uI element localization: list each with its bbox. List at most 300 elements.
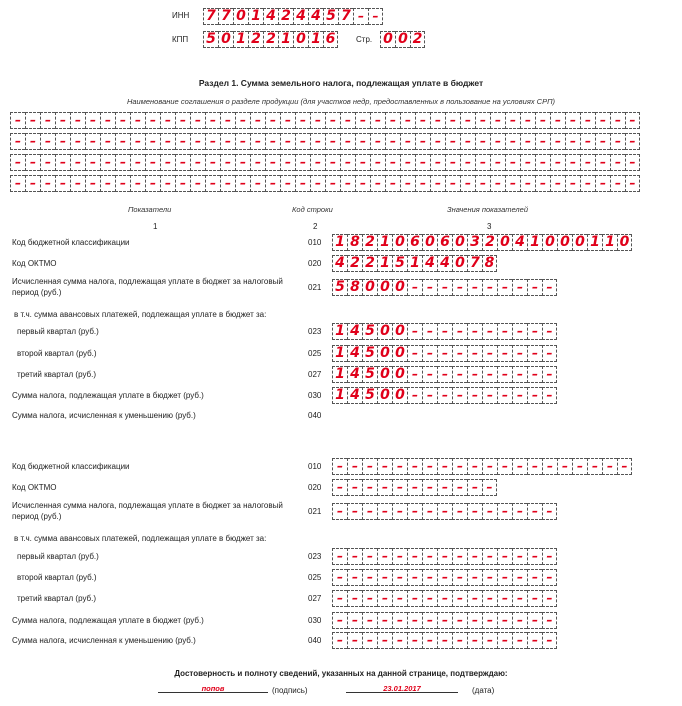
form-cell[interactable]: – bbox=[370, 112, 385, 129]
form-cell[interactable]: – bbox=[385, 112, 400, 129]
form-cell[interactable]: – bbox=[115, 175, 130, 192]
form-cell[interactable]: – bbox=[422, 632, 437, 649]
form-cell[interactable]: – bbox=[542, 323, 557, 340]
form-cell[interactable]: – bbox=[610, 175, 625, 192]
form-cell[interactable]: – bbox=[512, 569, 527, 586]
form-cell[interactable]: – bbox=[467, 458, 482, 475]
form-cell[interactable]: 0 bbox=[377, 387, 392, 404]
form-cell[interactable]: – bbox=[460, 175, 475, 192]
form-cell[interactable]: – bbox=[527, 548, 542, 565]
form-cell[interactable]: – bbox=[130, 112, 145, 129]
form-cell[interactable]: 0 bbox=[362, 279, 377, 296]
form-cell[interactable]: – bbox=[265, 175, 280, 192]
form-cell[interactable]: – bbox=[617, 458, 632, 475]
form-cell[interactable]: – bbox=[332, 632, 347, 649]
form-cell[interactable]: 4 bbox=[347, 366, 362, 383]
form-cell[interactable]: – bbox=[55, 154, 70, 171]
form-cell[interactable]: 1 bbox=[332, 323, 347, 340]
form-cell[interactable]: – bbox=[160, 175, 175, 192]
form-cell[interactable]: – bbox=[250, 175, 265, 192]
form-cell[interactable]: – bbox=[100, 112, 115, 129]
form-cell[interactable]: – bbox=[527, 279, 542, 296]
form-cell[interactable]: – bbox=[550, 112, 565, 129]
form-cell[interactable]: – bbox=[452, 590, 467, 607]
form-cell[interactable]: – bbox=[332, 590, 347, 607]
form-cell[interactable]: – bbox=[362, 458, 377, 475]
form-cell[interactable]: – bbox=[347, 548, 362, 565]
form-cell[interactable]: – bbox=[422, 479, 437, 496]
form-cell[interactable]: 0 bbox=[452, 234, 467, 251]
form-cell[interactable]: 7 bbox=[203, 8, 218, 25]
form-cell[interactable]: – bbox=[490, 112, 505, 129]
form-cell[interactable]: – bbox=[475, 154, 490, 171]
form-cell[interactable]: – bbox=[340, 175, 355, 192]
form-cell[interactable]: – bbox=[535, 154, 550, 171]
form-cell[interactable]: – bbox=[10, 112, 25, 129]
form-cell[interactable]: – bbox=[370, 175, 385, 192]
b1-calc-cells[interactable] bbox=[332, 279, 557, 296]
form-cell[interactable]: – bbox=[475, 175, 490, 192]
form-cell[interactable]: 2 bbox=[248, 31, 263, 48]
form-cell[interactable]: – bbox=[205, 133, 220, 150]
form-cell[interactable]: – bbox=[482, 479, 497, 496]
form-cell[interactable]: 0 bbox=[392, 234, 407, 251]
form-cell[interactable]: – bbox=[332, 548, 347, 565]
form-cell[interactable]: – bbox=[353, 8, 368, 25]
form-cell[interactable]: – bbox=[452, 279, 467, 296]
form-cell[interactable]: – bbox=[460, 154, 475, 171]
form-cell[interactable]: 0 bbox=[392, 366, 407, 383]
form-cell[interactable]: – bbox=[220, 175, 235, 192]
form-cell[interactable]: – bbox=[452, 479, 467, 496]
form-cell[interactable]: – bbox=[280, 175, 295, 192]
form-cell[interactable]: – bbox=[482, 458, 497, 475]
form-cell[interactable]: – bbox=[482, 345, 497, 362]
form-cell[interactable]: 4 bbox=[332, 255, 347, 272]
form-cell[interactable]: 0 bbox=[380, 31, 395, 48]
form-cell[interactable]: – bbox=[542, 458, 557, 475]
b2-q3-cells[interactable] bbox=[332, 590, 557, 607]
form-cell[interactable]: – bbox=[190, 154, 205, 171]
form-cell[interactable]: – bbox=[340, 154, 355, 171]
form-cell[interactable]: 2 bbox=[362, 234, 377, 251]
form-cell[interactable]: – bbox=[310, 154, 325, 171]
form-cell[interactable]: – bbox=[250, 133, 265, 150]
form-cell[interactable]: – bbox=[467, 387, 482, 404]
form-cell[interactable]: – bbox=[377, 479, 392, 496]
form-cell[interactable]: – bbox=[437, 366, 452, 383]
form-cell[interactable]: – bbox=[527, 569, 542, 586]
form-cell[interactable]: 4 bbox=[512, 234, 527, 251]
form-cell[interactable]: – bbox=[407, 548, 422, 565]
form-cell[interactable]: – bbox=[460, 133, 475, 150]
form-cell[interactable]: – bbox=[332, 612, 347, 629]
form-cell[interactable]: – bbox=[557, 458, 572, 475]
form-cell[interactable]: – bbox=[160, 112, 175, 129]
form-cell[interactable]: – bbox=[422, 548, 437, 565]
form-cell[interactable]: – bbox=[377, 548, 392, 565]
form-cell[interactable]: – bbox=[505, 154, 520, 171]
form-cell[interactable]: – bbox=[280, 133, 295, 150]
form-cell[interactable]: – bbox=[347, 569, 362, 586]
form-cell[interactable]: – bbox=[190, 112, 205, 129]
form-cell[interactable]: – bbox=[625, 175, 640, 192]
form-cell[interactable]: – bbox=[100, 133, 115, 150]
form-cell[interactable]: – bbox=[115, 154, 130, 171]
form-cell[interactable]: – bbox=[580, 154, 595, 171]
form-cell[interactable]: – bbox=[310, 175, 325, 192]
form-cell[interactable]: 8 bbox=[347, 279, 362, 296]
form-cell[interactable]: – bbox=[400, 175, 415, 192]
b1-q1-cells[interactable] bbox=[332, 323, 557, 340]
form-cell[interactable]: – bbox=[10, 175, 25, 192]
form-cell[interactable]: – bbox=[482, 323, 497, 340]
form-cell[interactable]: – bbox=[452, 632, 467, 649]
form-cell[interactable]: – bbox=[520, 154, 535, 171]
form-cell[interactable]: 0 bbox=[377, 366, 392, 383]
form-cell[interactable]: – bbox=[422, 387, 437, 404]
form-cell[interactable]: – bbox=[467, 569, 482, 586]
form-cell[interactable]: – bbox=[145, 175, 160, 192]
form-cell[interactable]: – bbox=[505, 133, 520, 150]
form-cell[interactable]: – bbox=[490, 133, 505, 150]
form-cell[interactable]: 4 bbox=[347, 323, 362, 340]
form-cell[interactable]: 5 bbox=[203, 31, 218, 48]
form-cell[interactable]: – bbox=[422, 458, 437, 475]
b1-q3-cells[interactable] bbox=[332, 366, 557, 383]
form-cell[interactable]: – bbox=[625, 133, 640, 150]
form-cell[interactable]: – bbox=[70, 112, 85, 129]
form-cell[interactable]: – bbox=[362, 590, 377, 607]
form-cell[interactable]: – bbox=[527, 366, 542, 383]
form-cell[interactable]: 0 bbox=[392, 279, 407, 296]
form-cell[interactable]: – bbox=[527, 323, 542, 340]
form-cell[interactable]: – bbox=[340, 112, 355, 129]
form-cell[interactable]: – bbox=[505, 112, 520, 129]
form-cell[interactable]: – bbox=[377, 612, 392, 629]
form-cell[interactable]: 2 bbox=[410, 31, 425, 48]
form-cell[interactable]: – bbox=[580, 112, 595, 129]
form-cell[interactable]: 4 bbox=[347, 387, 362, 404]
form-cell[interactable]: – bbox=[422, 345, 437, 362]
form-cell[interactable]: – bbox=[407, 387, 422, 404]
form-cell[interactable]: 0 bbox=[218, 31, 233, 48]
form-cell[interactable]: – bbox=[325, 175, 340, 192]
form-cell[interactable]: – bbox=[377, 569, 392, 586]
form-cell[interactable]: – bbox=[527, 632, 542, 649]
form-cell[interactable]: – bbox=[347, 632, 362, 649]
form-cell[interactable]: – bbox=[235, 112, 250, 129]
b1-oktmo-cells[interactable] bbox=[332, 255, 497, 272]
kpp-cells[interactable] bbox=[203, 31, 338, 48]
form-cell[interactable]: – bbox=[482, 590, 497, 607]
form-cell[interactable]: – bbox=[512, 323, 527, 340]
form-cell[interactable]: – bbox=[422, 366, 437, 383]
form-cell[interactable]: – bbox=[542, 590, 557, 607]
form-cell[interactable]: – bbox=[437, 479, 452, 496]
form-cell[interactable]: – bbox=[368, 8, 383, 25]
form-cell[interactable]: – bbox=[385, 154, 400, 171]
form-cell[interactable]: – bbox=[407, 632, 422, 649]
form-cell[interactable]: – bbox=[160, 154, 175, 171]
form-cell[interactable]: – bbox=[25, 175, 40, 192]
form-cell[interactable]: 1 bbox=[377, 255, 392, 272]
form-cell[interactable]: – bbox=[520, 175, 535, 192]
form-cell[interactable]: – bbox=[377, 590, 392, 607]
form-cell[interactable]: – bbox=[347, 590, 362, 607]
form-cell[interactable]: – bbox=[325, 112, 340, 129]
form-cell[interactable]: – bbox=[452, 548, 467, 565]
form-cell[interactable]: – bbox=[250, 112, 265, 129]
form-cell[interactable]: – bbox=[25, 112, 40, 129]
form-cell[interactable]: 5 bbox=[332, 279, 347, 296]
form-cell[interactable]: – bbox=[535, 112, 550, 129]
form-cell[interactable]: – bbox=[475, 133, 490, 150]
form-cell[interactable]: – bbox=[512, 612, 527, 629]
form-cell[interactable]: – bbox=[100, 154, 115, 171]
agreement-row-1[interactable] bbox=[10, 112, 640, 129]
agreement-row-2[interactable] bbox=[10, 133, 640, 150]
form-cell[interactable]: – bbox=[452, 387, 467, 404]
form-cell[interactable]: – bbox=[565, 154, 580, 171]
form-cell[interactable]: – bbox=[407, 279, 422, 296]
form-cell[interactable]: – bbox=[85, 154, 100, 171]
form-cell[interactable]: – bbox=[415, 175, 430, 192]
form-cell[interactable]: – bbox=[490, 154, 505, 171]
form-cell[interactable]: – bbox=[310, 133, 325, 150]
page-cells[interactable] bbox=[380, 31, 425, 48]
form-cell[interactable]: – bbox=[422, 503, 437, 520]
form-cell[interactable]: – bbox=[497, 632, 512, 649]
signature-value[interactable]: попов bbox=[201, 684, 225, 693]
form-cell[interactable]: – bbox=[542, 503, 557, 520]
form-cell[interactable]: – bbox=[497, 345, 512, 362]
form-cell[interactable]: – bbox=[565, 175, 580, 192]
b2-calc-cells[interactable] bbox=[332, 503, 557, 520]
form-cell[interactable]: – bbox=[355, 112, 370, 129]
form-cell[interactable]: – bbox=[542, 632, 557, 649]
form-cell[interactable]: – bbox=[392, 548, 407, 565]
form-cell[interactable]: 0 bbox=[395, 31, 410, 48]
form-cell[interactable]: – bbox=[460, 112, 475, 129]
form-cell[interactable]: – bbox=[347, 479, 362, 496]
form-cell[interactable]: – bbox=[512, 387, 527, 404]
form-cell[interactable]: – bbox=[422, 569, 437, 586]
form-cell[interactable]: – bbox=[497, 569, 512, 586]
form-cell[interactable]: – bbox=[377, 503, 392, 520]
form-cell[interactable]: 2 bbox=[347, 255, 362, 272]
form-cell[interactable]: – bbox=[355, 175, 370, 192]
form-cell[interactable]: – bbox=[295, 175, 310, 192]
form-cell[interactable]: 0 bbox=[377, 323, 392, 340]
form-cell[interactable]: 2 bbox=[278, 8, 293, 25]
form-cell[interactable]: – bbox=[130, 175, 145, 192]
form-cell[interactable]: 1 bbox=[587, 234, 602, 251]
form-cell[interactable]: – bbox=[482, 612, 497, 629]
form-cell[interactable]: 1 bbox=[407, 255, 422, 272]
form-cell[interactable]: 6 bbox=[323, 31, 338, 48]
form-cell[interactable]: 0 bbox=[497, 234, 512, 251]
form-cell[interactable]: – bbox=[325, 154, 340, 171]
form-cell[interactable]: – bbox=[527, 503, 542, 520]
form-cell[interactable]: – bbox=[25, 133, 40, 150]
form-cell[interactable]: – bbox=[497, 323, 512, 340]
form-cell[interactable]: 1 bbox=[248, 8, 263, 25]
form-cell[interactable]: – bbox=[610, 133, 625, 150]
form-cell[interactable]: – bbox=[497, 387, 512, 404]
form-cell[interactable]: 0 bbox=[233, 8, 248, 25]
form-cell[interactable]: – bbox=[385, 133, 400, 150]
form-cell[interactable]: – bbox=[85, 133, 100, 150]
form-cell[interactable]: – bbox=[445, 154, 460, 171]
form-cell[interactable]: – bbox=[422, 590, 437, 607]
form-cell[interactable]: – bbox=[527, 345, 542, 362]
form-cell[interactable]: 1 bbox=[332, 345, 347, 362]
form-cell[interactable]: – bbox=[542, 387, 557, 404]
form-cell[interactable]: – bbox=[422, 279, 437, 296]
form-cell[interactable]: – bbox=[392, 479, 407, 496]
form-cell[interactable]: 0 bbox=[377, 345, 392, 362]
form-cell[interactable]: – bbox=[55, 175, 70, 192]
form-cell[interactable]: 7 bbox=[218, 8, 233, 25]
form-cell[interactable]: 5 bbox=[362, 323, 377, 340]
form-cell[interactable]: – bbox=[452, 569, 467, 586]
form-cell[interactable]: – bbox=[610, 154, 625, 171]
form-cell[interactable]: – bbox=[437, 503, 452, 520]
form-cell[interactable]: – bbox=[310, 112, 325, 129]
form-cell[interactable]: – bbox=[407, 323, 422, 340]
form-cell[interactable]: – bbox=[70, 175, 85, 192]
form-cell[interactable]: – bbox=[407, 479, 422, 496]
form-cell[interactable]: – bbox=[437, 345, 452, 362]
form-cell[interactable]: – bbox=[377, 458, 392, 475]
form-cell[interactable]: – bbox=[482, 366, 497, 383]
form-cell[interactable]: – bbox=[542, 279, 557, 296]
form-cell[interactable]: – bbox=[235, 175, 250, 192]
form-cell[interactable]: – bbox=[370, 154, 385, 171]
form-cell[interactable]: – bbox=[595, 175, 610, 192]
form-cell[interactable]: – bbox=[482, 548, 497, 565]
form-cell[interactable]: – bbox=[482, 387, 497, 404]
form-cell[interactable]: – bbox=[40, 112, 55, 129]
form-cell[interactable]: – bbox=[392, 458, 407, 475]
form-cell[interactable]: – bbox=[40, 154, 55, 171]
form-cell[interactable]: – bbox=[415, 112, 430, 129]
form-cell[interactable]: – bbox=[265, 112, 280, 129]
form-cell[interactable]: – bbox=[527, 612, 542, 629]
form-cell[interactable]: – bbox=[497, 366, 512, 383]
form-cell[interactable]: – bbox=[550, 175, 565, 192]
form-cell[interactable]: – bbox=[542, 548, 557, 565]
form-cell[interactable]: – bbox=[10, 154, 25, 171]
form-cell[interactable]: – bbox=[377, 632, 392, 649]
form-cell[interactable]: – bbox=[445, 133, 460, 150]
form-cell[interactable]: – bbox=[25, 154, 40, 171]
form-cell[interactable]: – bbox=[512, 548, 527, 565]
form-cell[interactable]: 6 bbox=[407, 234, 422, 251]
form-cell[interactable]: – bbox=[437, 279, 452, 296]
form-cell[interactable]: – bbox=[497, 458, 512, 475]
form-cell[interactable]: – bbox=[512, 503, 527, 520]
agreement-row-4[interactable] bbox=[10, 175, 640, 192]
form-cell[interactable]: 0 bbox=[557, 234, 572, 251]
form-cell[interactable]: – bbox=[100, 175, 115, 192]
form-cell[interactable]: – bbox=[347, 503, 362, 520]
form-cell[interactable]: – bbox=[430, 112, 445, 129]
form-cell[interactable]: – bbox=[400, 112, 415, 129]
form-cell[interactable]: – bbox=[490, 175, 505, 192]
form-cell[interactable]: – bbox=[70, 133, 85, 150]
form-cell[interactable]: 0 bbox=[542, 234, 557, 251]
form-cell[interactable]: – bbox=[325, 133, 340, 150]
form-cell[interactable]: – bbox=[572, 458, 587, 475]
form-cell[interactable]: – bbox=[55, 133, 70, 150]
form-cell[interactable]: – bbox=[512, 590, 527, 607]
form-cell[interactable]: – bbox=[505, 175, 520, 192]
form-cell[interactable]: 8 bbox=[347, 234, 362, 251]
form-cell[interactable]: – bbox=[467, 632, 482, 649]
form-cell[interactable]: – bbox=[565, 133, 580, 150]
form-cell[interactable]: – bbox=[437, 569, 452, 586]
form-cell[interactable]: – bbox=[452, 458, 467, 475]
form-cell[interactable]: – bbox=[437, 548, 452, 565]
form-cell[interactable]: – bbox=[280, 154, 295, 171]
form-cell[interactable]: – bbox=[280, 112, 295, 129]
form-cell[interactable]: – bbox=[400, 154, 415, 171]
form-cell[interactable]: – bbox=[130, 133, 145, 150]
form-cell[interactable]: 5 bbox=[362, 345, 377, 362]
form-cell[interactable]: – bbox=[482, 569, 497, 586]
b1-kbk-cells[interactable] bbox=[332, 234, 632, 251]
form-cell[interactable]: – bbox=[407, 366, 422, 383]
form-cell[interactable]: – bbox=[40, 133, 55, 150]
form-cell[interactable]: – bbox=[452, 323, 467, 340]
form-cell[interactable]: – bbox=[347, 458, 362, 475]
form-cell[interactable]: – bbox=[205, 112, 220, 129]
b2-oktmo-cells[interactable] bbox=[332, 479, 497, 496]
form-cell[interactable]: – bbox=[497, 279, 512, 296]
form-cell[interactable]: 4 bbox=[437, 255, 452, 272]
form-cell[interactable]: – bbox=[265, 133, 280, 150]
form-cell[interactable]: – bbox=[392, 612, 407, 629]
form-cell[interactable]: 4 bbox=[347, 345, 362, 362]
b2-kbk-cells[interactable] bbox=[332, 458, 632, 475]
form-cell[interactable]: 4 bbox=[293, 8, 308, 25]
form-cell[interactable]: – bbox=[400, 133, 415, 150]
form-cell[interactable]: – bbox=[407, 612, 422, 629]
form-cell[interactable]: 0 bbox=[392, 387, 407, 404]
form-cell[interactable]: – bbox=[437, 632, 452, 649]
form-cell[interactable]: – bbox=[265, 154, 280, 171]
form-cell[interactable]: – bbox=[392, 569, 407, 586]
form-cell[interactable]: – bbox=[332, 458, 347, 475]
form-cell[interactable]: – bbox=[512, 345, 527, 362]
form-cell[interactable]: – bbox=[407, 569, 422, 586]
form-cell[interactable]: – bbox=[295, 112, 310, 129]
form-cell[interactable]: 0 bbox=[572, 234, 587, 251]
form-cell[interactable]: – bbox=[452, 503, 467, 520]
form-cell[interactable]: – bbox=[520, 133, 535, 150]
form-cell[interactable]: 0 bbox=[392, 323, 407, 340]
form-cell[interactable]: – bbox=[85, 112, 100, 129]
form-cell[interactable]: – bbox=[422, 323, 437, 340]
form-cell[interactable]: – bbox=[385, 175, 400, 192]
form-cell[interactable]: 1 bbox=[332, 234, 347, 251]
form-cell[interactable]: 0 bbox=[452, 255, 467, 272]
form-cell[interactable]: – bbox=[467, 548, 482, 565]
form-cell[interactable]: 7 bbox=[338, 8, 353, 25]
form-cell[interactable]: – bbox=[475, 112, 490, 129]
